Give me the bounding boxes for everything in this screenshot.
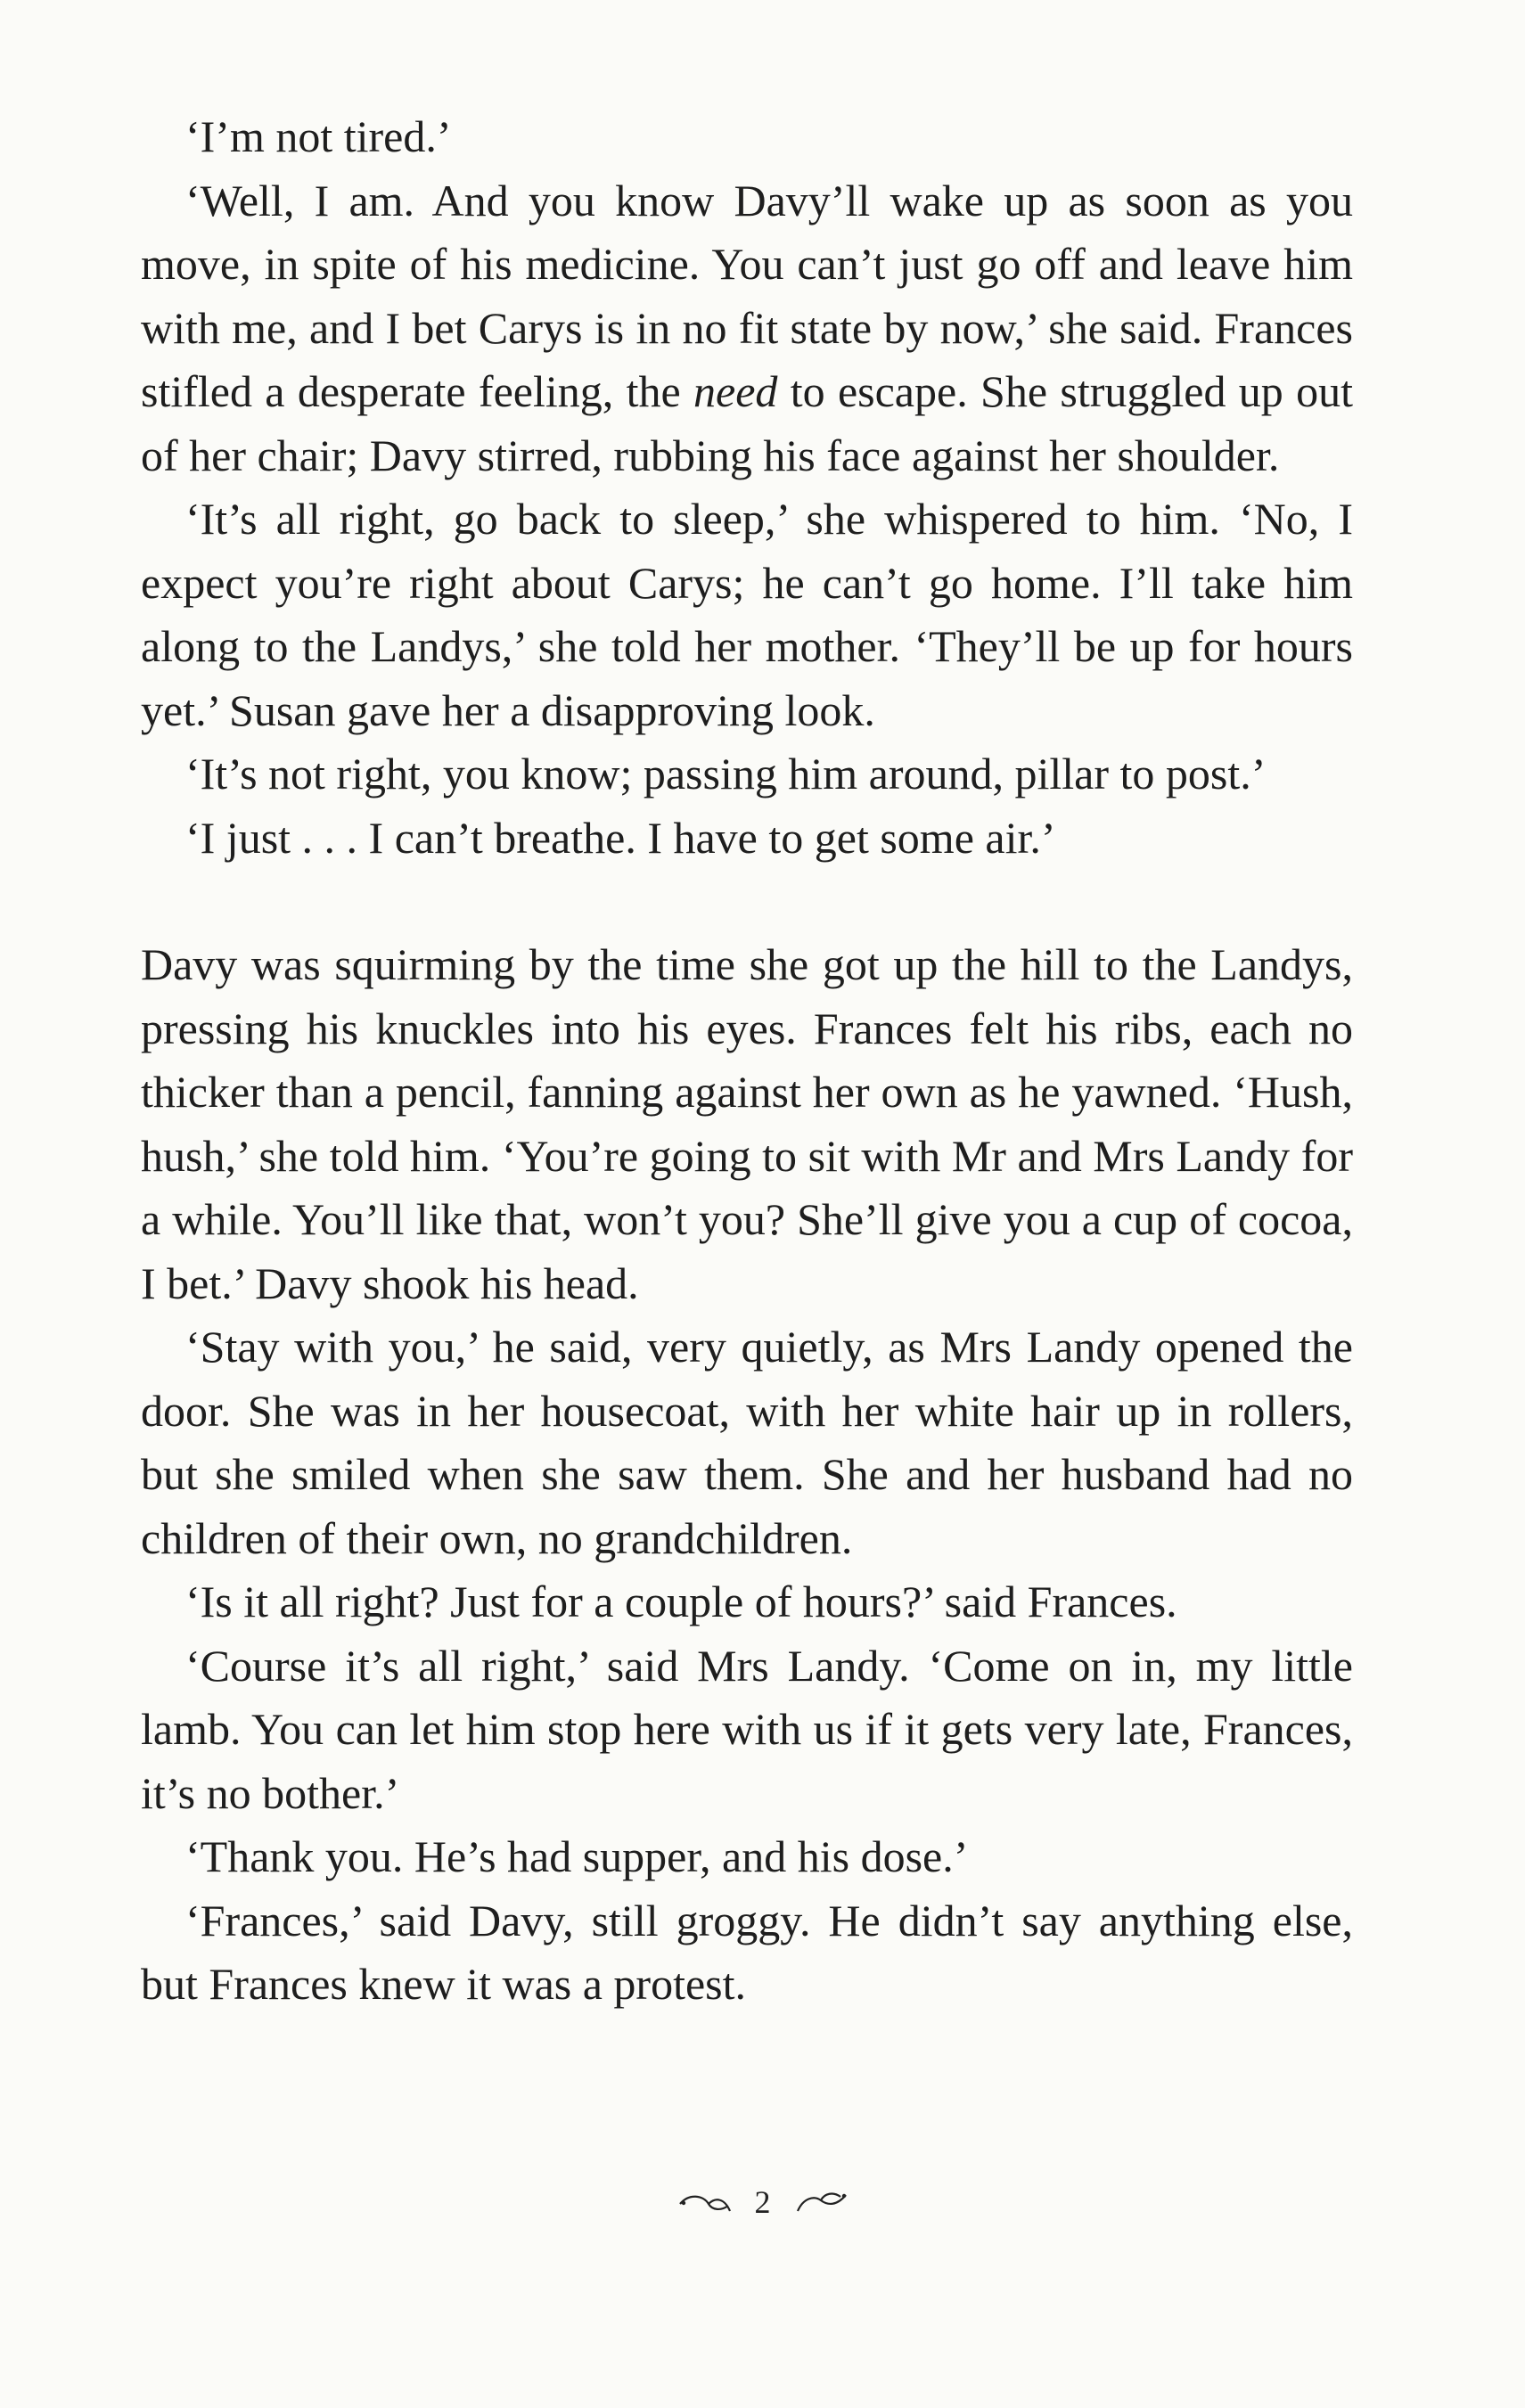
text-run: ‘It’s all right, go back to sleep,’ she whispered to him. ‘No, I expect you’re right about Carys; he can’t go home. I’ll take him along to the Landys,’ she told her mother. ‘They’ll be up for hours yet.’ Susan gave her a disapproving look. (141, 494, 1353, 735)
text-run: ‘Thank you. He’s had supper, and his dose.’ (185, 1831, 969, 1881)
text-run: ‘Frances,’ said Davy, still groggy. He didn’t say anything else, but Frances knew it was a protest. (141, 1895, 1353, 2009)
paragraph (141, 169, 1353, 488)
text-run: ‘Well, I am. And you know Davy’ll wake up as soon as you move, in spite of his medicine. You can’t just go off and leave him with me, and I bet Carys is in no fit state by now,’ she said. Frances stifled a desperate feeling, the (141, 175, 1353, 416)
paragraph (141, 1570, 1353, 1634)
emphasis-text: need (693, 366, 778, 416)
page-footer (0, 2183, 1525, 2221)
text-run: Davy was squirming by the time she got up the hill to the Landys, pressing his knuckles into his eyes. Frances felt his ribs, each no thicker than a pencil, fanning against her own as he yawned. ‘Hush, hush,’ she told him. ‘You’re going to sit with Mr and Mrs Landy for a while. You’ll like that, won’t you? She’ll give you a cup of cocoa, I bet.’ Davy shook his head. (141, 939, 1353, 1308)
paragraph (141, 1825, 1353, 1889)
body-text (141, 105, 1353, 2017)
paragraph (141, 487, 1353, 742)
page-number: 2 (754, 2184, 771, 2220)
text-run: ‘It’s not right, you know; passing him around, pillar to post.’ (185, 749, 1267, 799)
paragraph (141, 933, 1353, 1315)
paragraph (141, 807, 1353, 871)
text-run: to escape. She struggled up out of her chair; Davy stirred, rubbing his face against her shoulder. (141, 366, 1353, 480)
left-flourish-icon (676, 2186, 734, 2218)
paragraph (141, 1315, 1353, 1570)
text-run: ‘Is it all right? Just for a couple of hours?’ said Frances. (185, 1577, 1177, 1626)
text-run: ‘Stay with you,’ he said, very quietly, as Mrs Landy opened the door. She was in her housecoat, with her white hair up in rollers, but she smiled when she saw them. She and her husband had no children of their own, no grandchildren. (141, 1322, 1353, 1563)
paragraph (141, 1634, 1353, 1826)
text-run: ‘Course it’s all right,’ said Mrs Landy. ‘Come on in, my little lamb. You can let him stop here with us if it gets very late, Frances, it’s no bother.’ (141, 1640, 1353, 1818)
paragraph (141, 105, 1353, 169)
paragraph (141, 742, 1353, 807)
right-flourish-icon (792, 2186, 849, 2218)
text-run: ‘I just . . . I can’t breathe. I have to get some air.’ (185, 812, 1056, 863)
text-run: ‘I’m not tired.’ (185, 111, 452, 161)
paragraph (141, 1889, 1353, 2017)
